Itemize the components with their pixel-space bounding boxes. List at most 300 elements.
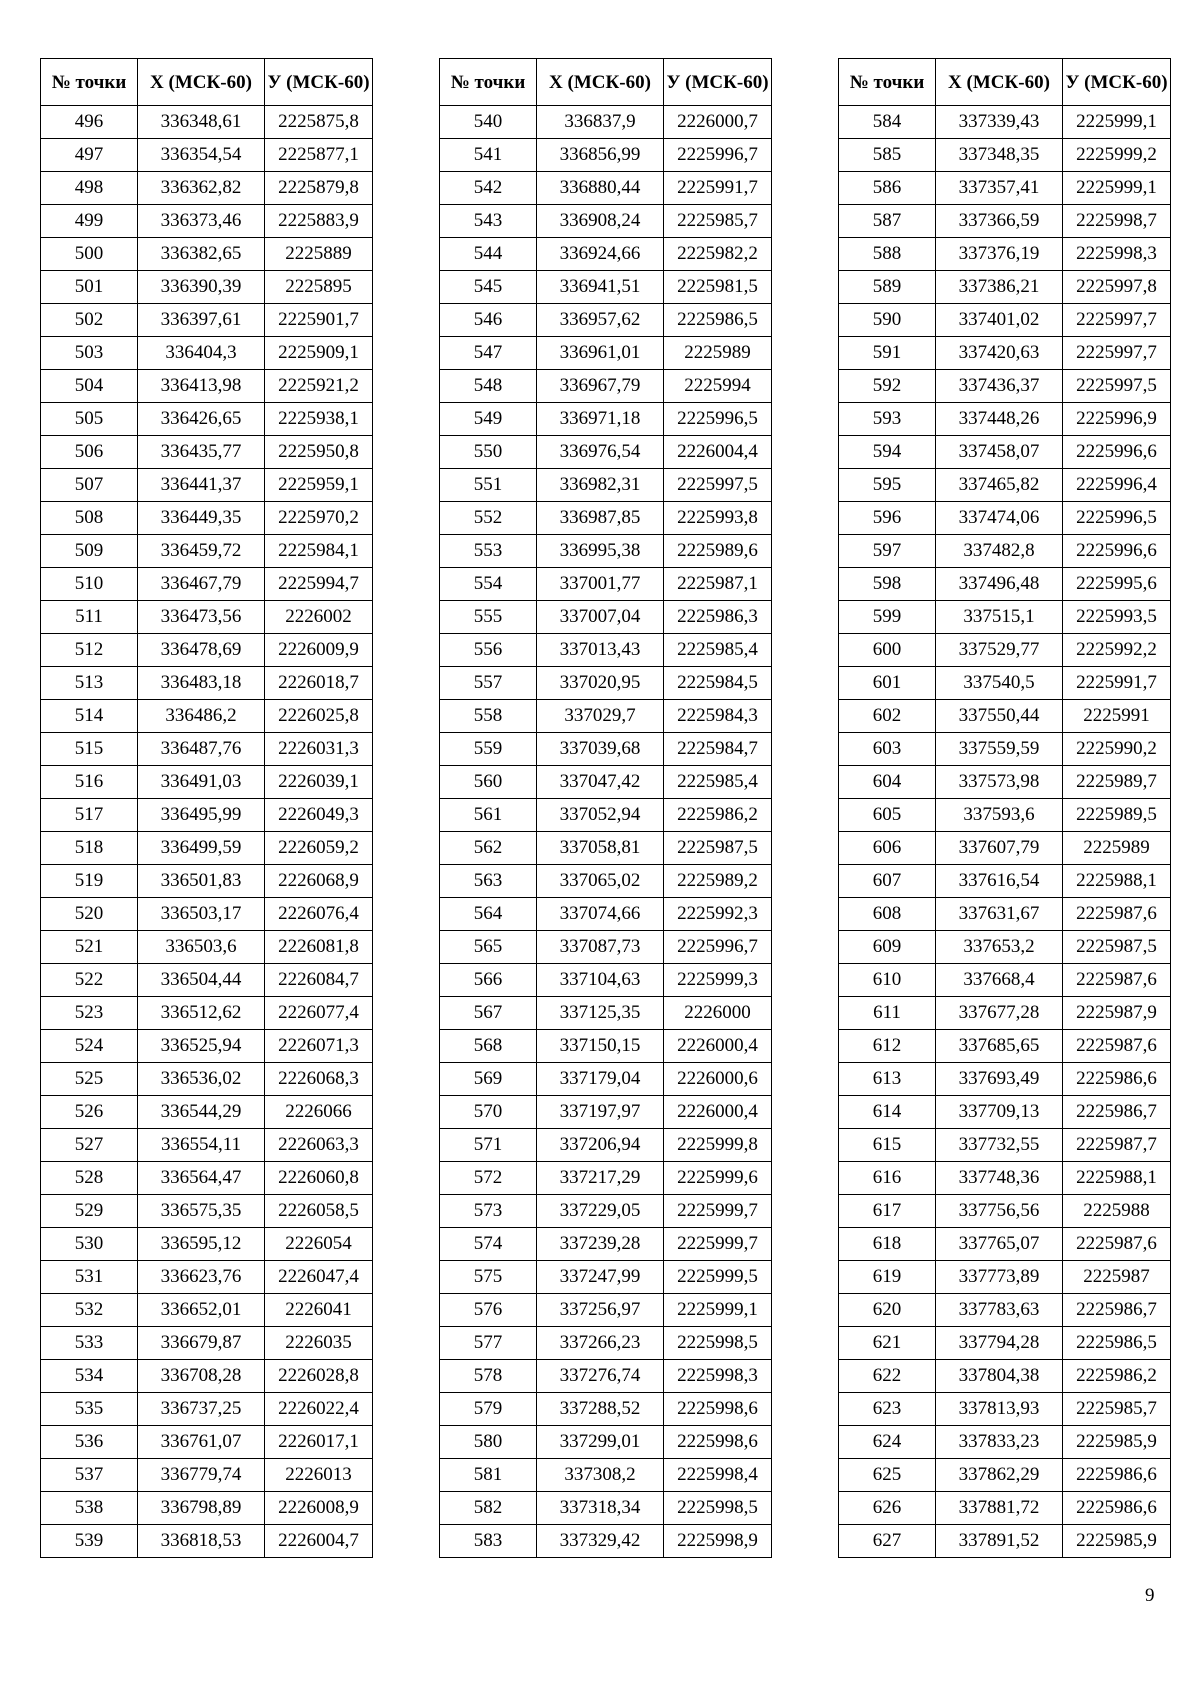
table-row: [440, 238, 772, 271]
x-coordinate-cell: 336761,07: [138, 1426, 265, 1459]
point-number-cell: 538: [41, 1492, 138, 1525]
y-coordinate-cell: 2226068,3: [265, 1063, 373, 1096]
y-coordinate-cell: 2225998,7: [1063, 205, 1171, 238]
point-number-cell: 616: [839, 1162, 936, 1195]
y-coordinate-cell: 2225988,1: [1063, 1162, 1171, 1195]
x-coordinate-cell: 337256,97: [537, 1294, 664, 1327]
table-row: [440, 1492, 772, 1525]
y-coordinate-cell: 2225987,6: [1063, 898, 1171, 931]
x-coordinate-cell: 336348,61: [138, 106, 265, 139]
x-coordinate-cell: 337709,13: [936, 1096, 1063, 1129]
y-coordinate-cell: 2225987,6: [1063, 964, 1171, 997]
point-number-cell: 603: [839, 733, 936, 766]
point-number-cell: 596: [839, 502, 936, 535]
y-coordinate-cell: 2225999,5: [664, 1261, 772, 1294]
table-row: [41, 568, 373, 601]
x-coordinate-cell: 336486,2: [138, 700, 265, 733]
x-coordinate-cell: 337732,55: [936, 1129, 1063, 1162]
point-number-cell: 514: [41, 700, 138, 733]
x-coordinate-cell: 336404,3: [138, 337, 265, 370]
x-coordinate-cell: 337653,2: [936, 931, 1063, 964]
point-number-cell: 499: [41, 205, 138, 238]
y-coordinate-cell: 2225999,8: [664, 1129, 772, 1162]
point-number-cell: 592: [839, 370, 936, 403]
table-row: [41, 1228, 373, 1261]
point-number-cell: 512: [41, 634, 138, 667]
y-coordinate-cell: 2225895: [265, 271, 373, 304]
point-number-cell: 626: [839, 1492, 936, 1525]
point-number-cell: 568: [440, 1030, 537, 1063]
table-row: [41, 1492, 373, 1525]
point-number-cell: 573: [440, 1195, 537, 1228]
y-coordinate-cell: 2225959,1: [265, 469, 373, 502]
x-coordinate-cell: 337550,44: [936, 700, 1063, 733]
table-row: [41, 700, 373, 733]
x-coordinate-cell: 336623,76: [138, 1261, 265, 1294]
x-coordinate-cell: 337677,28: [936, 997, 1063, 1030]
table-row: [440, 1360, 772, 1393]
point-number-cell: 544: [440, 238, 537, 271]
x-coordinate-cell: 336473,56: [138, 601, 265, 634]
y-coordinate-cell: 2225986,6: [1063, 1459, 1171, 1492]
point-number-cell: 536: [41, 1426, 138, 1459]
y-coordinate-cell: 2226060,8: [265, 1162, 373, 1195]
point-number-cell: 564: [440, 898, 537, 931]
table-row: [41, 139, 373, 172]
table-row: [440, 469, 772, 502]
x-coordinate-cell: 336564,47: [138, 1162, 265, 1195]
point-number-cell: 595: [839, 469, 936, 502]
y-coordinate-cell: 2226004,7: [265, 1525, 373, 1558]
header-point-number: № точки: [41, 59, 138, 106]
point-number-cell: 584: [839, 106, 936, 139]
x-coordinate-cell: 337020,95: [537, 667, 664, 700]
point-number-cell: 543: [440, 205, 537, 238]
y-coordinate-cell: 2225991,7: [664, 172, 772, 205]
y-coordinate-cell: 2225997,8: [1063, 271, 1171, 304]
x-coordinate-cell: 337458,07: [936, 436, 1063, 469]
point-number-cell: 571: [440, 1129, 537, 1162]
table-row: [41, 370, 373, 403]
point-number-cell: 509: [41, 535, 138, 568]
point-number-cell: 575: [440, 1261, 537, 1294]
point-number-cell: 526: [41, 1096, 138, 1129]
x-coordinate-cell: 336961,01: [537, 337, 664, 370]
table-row: [440, 1129, 772, 1162]
point-number-cell: 618: [839, 1228, 936, 1261]
y-coordinate-cell: 2226000,7: [664, 106, 772, 139]
y-coordinate-cell: 2226000: [664, 997, 772, 1030]
point-number-cell: 590: [839, 304, 936, 337]
point-number-cell: 566: [440, 964, 537, 997]
point-number-cell: 550: [440, 436, 537, 469]
table-row: [440, 1195, 772, 1228]
y-coordinate-cell: 2226076,4: [265, 898, 373, 931]
table-row: [41, 898, 373, 931]
point-number-cell: 497: [41, 139, 138, 172]
y-coordinate-cell: 2225982,2: [664, 238, 772, 271]
point-number-cell: 540: [440, 106, 537, 139]
y-coordinate-cell: 2226022,4: [265, 1393, 373, 1426]
table-row: [839, 733, 1171, 766]
y-coordinate-cell: 2225988,1: [1063, 865, 1171, 898]
y-coordinate-cell: 2225986,7: [1063, 1096, 1171, 1129]
x-coordinate-cell: 337065,02: [537, 865, 664, 898]
table-row: [839, 1063, 1171, 1096]
header-x-coordinate: Х (МСК-60): [537, 59, 664, 106]
x-coordinate-cell: 337833,23: [936, 1426, 1063, 1459]
point-number-cell: 563: [440, 865, 537, 898]
x-coordinate-cell: 336971,18: [537, 403, 664, 436]
x-coordinate-cell: 336512,62: [138, 997, 265, 1030]
x-coordinate-cell: 336575,35: [138, 1195, 265, 1228]
y-coordinate-cell: 2225998,5: [664, 1327, 772, 1360]
x-coordinate-cell: 337693,49: [936, 1063, 1063, 1096]
y-coordinate-cell: 2225994,7: [265, 568, 373, 601]
table-row: [41, 403, 373, 436]
table-row: [839, 1162, 1171, 1195]
y-coordinate-cell: 2226068,9: [265, 865, 373, 898]
point-number-cell: 529: [41, 1195, 138, 1228]
point-number-cell: 525: [41, 1063, 138, 1096]
point-number-cell: 582: [440, 1492, 537, 1525]
table-row: [440, 964, 772, 997]
table-row: [41, 964, 373, 997]
y-coordinate-cell: 2226077,4: [265, 997, 373, 1030]
x-coordinate-cell: 337482,8: [936, 535, 1063, 568]
table-row: [440, 1162, 772, 1195]
header-x-coordinate: Х (МСК-60): [138, 59, 265, 106]
table-row: [41, 1030, 373, 1063]
table-row: [839, 634, 1171, 667]
point-number-cell: 587: [839, 205, 936, 238]
y-coordinate-cell: 2225986,6: [1063, 1492, 1171, 1525]
y-coordinate-cell: 2225990,2: [1063, 733, 1171, 766]
point-number-cell: 503: [41, 337, 138, 370]
table-row: [839, 997, 1171, 1030]
point-number-cell: 621: [839, 1327, 936, 1360]
y-coordinate-cell: 2225999,1: [1063, 106, 1171, 139]
y-coordinate-cell: 2225984,1: [265, 535, 373, 568]
table-row: [440, 1426, 772, 1459]
x-coordinate-cell: 337074,66: [537, 898, 664, 931]
point-number-cell: 594: [839, 436, 936, 469]
table-row: [41, 1063, 373, 1096]
point-number-cell: 624: [839, 1426, 936, 1459]
x-coordinate-cell: 336503,6: [138, 931, 265, 964]
x-coordinate-cell: 336880,44: [537, 172, 664, 205]
y-coordinate-cell: 2225994: [664, 370, 772, 403]
y-coordinate-cell: 2226000,4: [664, 1096, 772, 1129]
y-coordinate-cell: 2225987,6: [1063, 1228, 1171, 1261]
y-coordinate-cell: 2225877,1: [265, 139, 373, 172]
y-coordinate-cell: 2225909,1: [265, 337, 373, 370]
header-x-coordinate: Х (МСК-60): [936, 59, 1063, 106]
x-coordinate-cell: 336544,29: [138, 1096, 265, 1129]
x-coordinate-cell: 337197,97: [537, 1096, 664, 1129]
point-number-cell: 574: [440, 1228, 537, 1261]
table-row: [440, 1261, 772, 1294]
point-number-cell: 561: [440, 799, 537, 832]
y-coordinate-cell: 2225996,7: [664, 139, 772, 172]
table-row: [440, 1030, 772, 1063]
y-coordinate-cell: 2225883,9: [265, 205, 373, 238]
x-coordinate-cell: 336708,28: [138, 1360, 265, 1393]
table-row: [839, 1525, 1171, 1558]
header-point-number: № точки: [839, 59, 936, 106]
table-row: [839, 667, 1171, 700]
point-number-cell: 528: [41, 1162, 138, 1195]
y-coordinate-cell: 2225986,2: [1063, 1360, 1171, 1393]
x-coordinate-cell: 337329,42: [537, 1525, 664, 1558]
x-coordinate-cell: 337013,43: [537, 634, 664, 667]
y-coordinate-cell: 2225987,6: [1063, 1030, 1171, 1063]
table-row: [41, 1129, 373, 1162]
y-coordinate-cell: 2225938,1: [265, 403, 373, 436]
table-header: [839, 59, 1171, 106]
y-coordinate-cell: 2225985,7: [1063, 1393, 1171, 1426]
x-coordinate-cell: 337087,73: [537, 931, 664, 964]
point-number-cell: 567: [440, 997, 537, 1030]
point-number-cell: 559: [440, 733, 537, 766]
x-coordinate-cell: 336413,98: [138, 370, 265, 403]
point-number-cell: 520: [41, 898, 138, 931]
x-coordinate-cell: 337685,65: [936, 1030, 1063, 1063]
x-coordinate-cell: 336499,59: [138, 832, 265, 865]
y-coordinate-cell: 2225987: [1063, 1261, 1171, 1294]
point-number-cell: 498: [41, 172, 138, 205]
x-coordinate-cell: 336856,99: [537, 139, 664, 172]
table-row: [440, 1096, 772, 1129]
y-coordinate-cell: 2225989,6: [664, 535, 772, 568]
point-number-cell: 507: [41, 469, 138, 502]
y-coordinate-cell: 2226054: [265, 1228, 373, 1261]
x-coordinate-cell: 337239,28: [537, 1228, 664, 1261]
table-row: [41, 337, 373, 370]
y-coordinate-cell: 2226058,5: [265, 1195, 373, 1228]
point-number-cell: 534: [41, 1360, 138, 1393]
table-row: [41, 469, 373, 502]
point-number-cell: 502: [41, 304, 138, 337]
y-coordinate-cell: 2225984,3: [664, 700, 772, 733]
x-coordinate-cell: 337206,94: [537, 1129, 664, 1162]
y-coordinate-cell: 2225999,7: [664, 1195, 772, 1228]
x-coordinate-cell: 336397,61: [138, 304, 265, 337]
point-number-cell: 531: [41, 1261, 138, 1294]
x-coordinate-cell: 337366,59: [936, 205, 1063, 238]
y-coordinate-cell: 2226004,4: [664, 436, 772, 469]
table-row: [41, 766, 373, 799]
table-row: [440, 634, 772, 667]
point-number-cell: 558: [440, 700, 537, 733]
y-coordinate-cell: 2225991,7: [1063, 667, 1171, 700]
y-coordinate-cell: 2226066: [265, 1096, 373, 1129]
table-row: [41, 1525, 373, 1558]
y-coordinate-cell: 2225998,4: [664, 1459, 772, 1492]
point-number-cell: 510: [41, 568, 138, 601]
x-coordinate-cell: 337266,23: [537, 1327, 664, 1360]
y-coordinate-cell: 2225989: [664, 337, 772, 370]
table-row: [839, 304, 1171, 337]
y-coordinate-cell: 2226028,8: [265, 1360, 373, 1393]
x-coordinate-cell: 337007,04: [537, 601, 664, 634]
x-coordinate-cell: 337515,1: [936, 601, 1063, 634]
point-number-cell: 617: [839, 1195, 936, 1228]
x-coordinate-cell: 336478,69: [138, 634, 265, 667]
x-coordinate-cell: 337247,99: [537, 1261, 664, 1294]
table-row: [41, 667, 373, 700]
point-number-cell: 537: [41, 1459, 138, 1492]
table-row: [839, 1360, 1171, 1393]
x-coordinate-cell: 337339,43: [936, 106, 1063, 139]
table-row: [839, 1096, 1171, 1129]
y-coordinate-cell: 2225998,6: [664, 1393, 772, 1426]
point-number-cell: 614: [839, 1096, 936, 1129]
table-row: [440, 700, 772, 733]
table-row: [839, 370, 1171, 403]
point-number-cell: 496: [41, 106, 138, 139]
point-number-cell: 545: [440, 271, 537, 304]
x-coordinate-cell: 337104,63: [537, 964, 664, 997]
point-number-cell: 605: [839, 799, 936, 832]
x-coordinate-cell: 337420,63: [936, 337, 1063, 370]
table-row: [839, 898, 1171, 931]
y-coordinate-cell: 2226031,3: [265, 733, 373, 766]
table-row: [41, 1426, 373, 1459]
table-row: [440, 106, 772, 139]
y-coordinate-cell: 2225950,8: [265, 436, 373, 469]
x-coordinate-cell: 337496,48: [936, 568, 1063, 601]
x-coordinate-cell: 336503,17: [138, 898, 265, 931]
table-header: [41, 59, 373, 106]
table-row: [440, 601, 772, 634]
y-coordinate-cell: 2225996,9: [1063, 403, 1171, 436]
x-coordinate-cell: 337217,29: [537, 1162, 664, 1195]
table-row: [839, 1129, 1171, 1162]
x-coordinate-cell: 337229,05: [537, 1195, 664, 1228]
point-number-cell: 588: [839, 238, 936, 271]
point-number-cell: 622: [839, 1360, 936, 1393]
x-coordinate-cell: 336837,9: [537, 106, 664, 139]
y-coordinate-cell: 2225996,4: [1063, 469, 1171, 502]
y-coordinate-cell: 2225985,7: [664, 205, 772, 238]
y-coordinate-cell: 2226018,7: [265, 667, 373, 700]
point-number-cell: 625: [839, 1459, 936, 1492]
y-coordinate-cell: 2225981,5: [664, 271, 772, 304]
point-number-cell: 623: [839, 1393, 936, 1426]
table-row: [839, 799, 1171, 832]
table-row: [440, 337, 772, 370]
table-row: [440, 370, 772, 403]
y-coordinate-cell: 2225997,7: [1063, 304, 1171, 337]
y-coordinate-cell: 2226000,6: [664, 1063, 772, 1096]
point-number-cell: 533: [41, 1327, 138, 1360]
table-row: [41, 865, 373, 898]
x-coordinate-cell: 337607,79: [936, 832, 1063, 865]
point-number-cell: 532: [41, 1294, 138, 1327]
table-row: [839, 1030, 1171, 1063]
x-coordinate-cell: 337631,67: [936, 898, 1063, 931]
y-coordinate-cell: 2225875,8: [265, 106, 373, 139]
x-coordinate-cell: 337773,89: [936, 1261, 1063, 1294]
point-number-cell: 600: [839, 634, 936, 667]
table-row: [839, 766, 1171, 799]
point-number-cell: 500: [41, 238, 138, 271]
point-number-cell: 577: [440, 1327, 537, 1360]
header-point-number: № точки: [440, 59, 537, 106]
table-row: [440, 865, 772, 898]
x-coordinate-cell: 337179,04: [537, 1063, 664, 1096]
y-coordinate-cell: 2226081,8: [265, 931, 373, 964]
coordinates-table-2: [439, 58, 772, 1558]
x-coordinate-cell: 336525,94: [138, 1030, 265, 1063]
x-coordinate-cell: 337436,37: [936, 370, 1063, 403]
x-coordinate-cell: 336995,38: [537, 535, 664, 568]
table-row: [440, 271, 772, 304]
table-row: [440, 172, 772, 205]
point-number-cell: 524: [41, 1030, 138, 1063]
header-y-coordinate: У (МСК-60): [664, 59, 772, 106]
point-number-cell: 601: [839, 667, 936, 700]
point-number-cell: 557: [440, 667, 537, 700]
y-coordinate-cell: 2225999,1: [664, 1294, 772, 1327]
table-row: [41, 634, 373, 667]
x-coordinate-cell: 337474,06: [936, 502, 1063, 535]
table-row: [41, 1459, 373, 1492]
y-coordinate-cell: 2225989,7: [1063, 766, 1171, 799]
point-number-cell: 607: [839, 865, 936, 898]
table-row: [440, 1393, 772, 1426]
y-coordinate-cell: 2226059,2: [265, 832, 373, 865]
x-coordinate-cell: 337376,19: [936, 238, 1063, 271]
x-coordinate-cell: 336554,11: [138, 1129, 265, 1162]
point-number-cell: 546: [440, 304, 537, 337]
point-number-cell: 615: [839, 1129, 936, 1162]
table-row: [839, 1294, 1171, 1327]
y-coordinate-cell: 2225989: [1063, 832, 1171, 865]
y-coordinate-cell: 2225998,3: [664, 1360, 772, 1393]
y-coordinate-cell: 2225999,7: [664, 1228, 772, 1261]
x-coordinate-cell: 336441,37: [138, 469, 265, 502]
table-row: [440, 535, 772, 568]
table-row: [839, 1228, 1171, 1261]
point-number-cell: 613: [839, 1063, 936, 1096]
y-coordinate-cell: 2225921,2: [265, 370, 373, 403]
x-coordinate-cell: 337573,98: [936, 766, 1063, 799]
y-coordinate-cell: 2225997,7: [1063, 337, 1171, 370]
x-coordinate-cell: 336924,66: [537, 238, 664, 271]
table-row: [41, 1096, 373, 1129]
y-coordinate-cell: 2225995,6: [1063, 568, 1171, 601]
point-number-cell: 569: [440, 1063, 537, 1096]
point-number-cell: 511: [41, 601, 138, 634]
y-coordinate-cell: 2225986,3: [664, 601, 772, 634]
table-row: [440, 568, 772, 601]
y-coordinate-cell: 2225999,2: [1063, 139, 1171, 172]
x-coordinate-cell: 337039,68: [537, 733, 664, 766]
x-coordinate-cell: 337616,54: [936, 865, 1063, 898]
point-number-cell: 597: [839, 535, 936, 568]
x-coordinate-cell: 337765,07: [936, 1228, 1063, 1261]
x-coordinate-cell: 337058,81: [537, 832, 664, 865]
table-row: [41, 1393, 373, 1426]
x-coordinate-cell: 337540,5: [936, 667, 1063, 700]
table-row: [839, 337, 1171, 370]
y-coordinate-cell: 2225999,3: [664, 964, 772, 997]
x-coordinate-cell: 337668,4: [936, 964, 1063, 997]
table-row: [41, 799, 373, 832]
y-coordinate-cell: 2225996,6: [1063, 535, 1171, 568]
